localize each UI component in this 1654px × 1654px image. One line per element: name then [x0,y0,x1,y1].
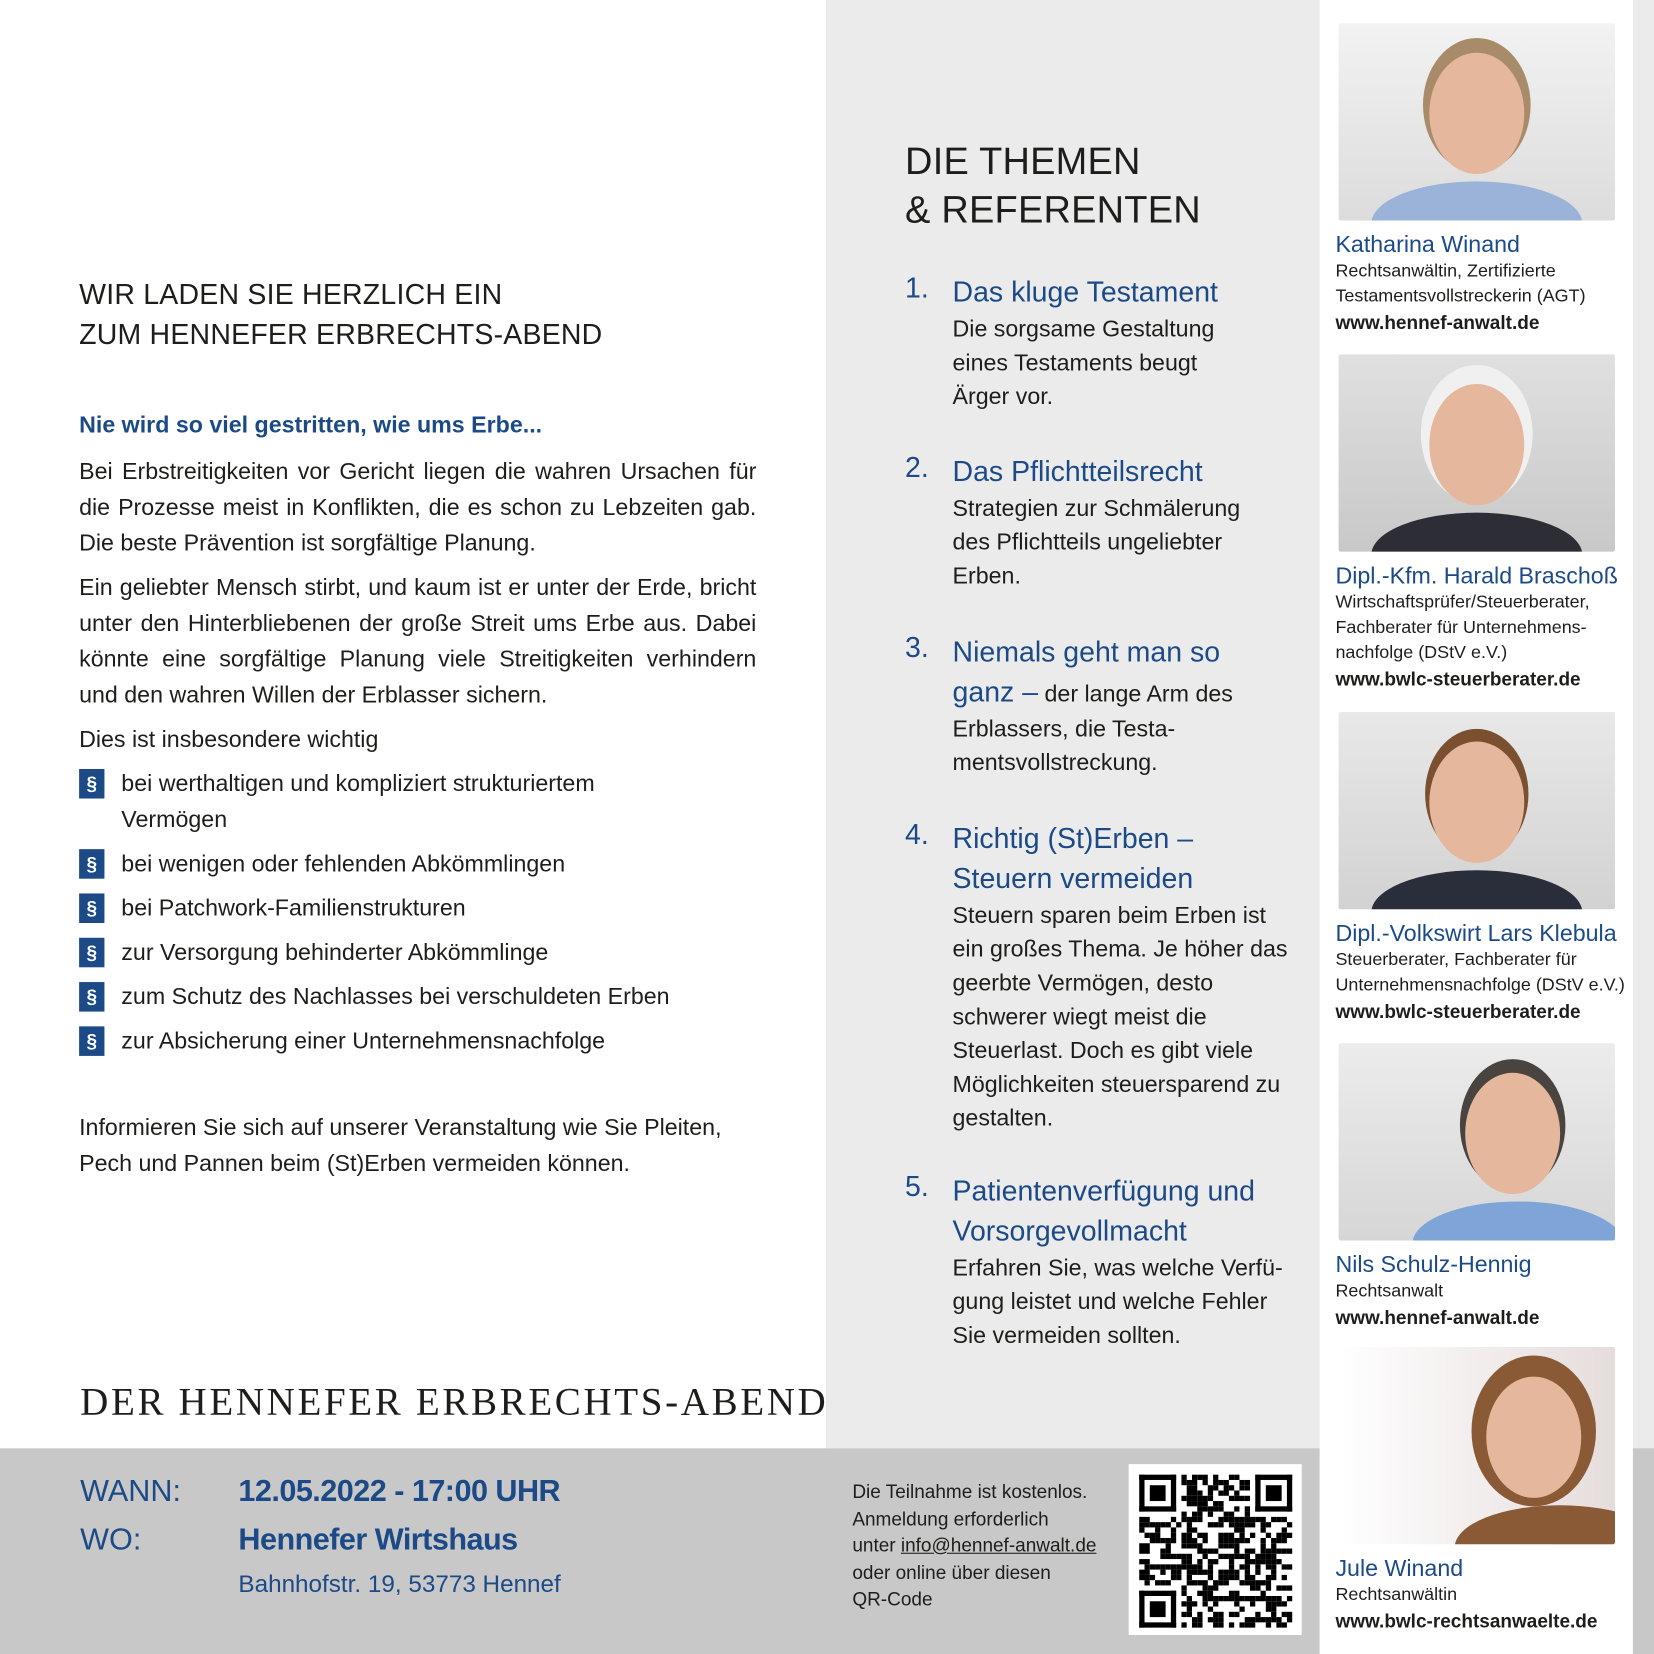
speaker-role: Rechtsanwältin [1335,1584,1458,1605]
closing-paragraph: Informieren Sie sich auf unserer Veranstaltung wie Sie Pleiten, Pech und Pannen beim (St)Erben vermeiden können. [79,1113,722,1177]
speaker-name: Dipl.-Volkswirt Lars Klebula [1335,919,1617,947]
speaker-photo [1339,712,1615,909]
topic-item [905,451,1306,592]
paragraph: Bei Erbstreitigkeiten vor Gericht liegen die wahren Ursachen für die Prozesse meist in Konflikten, die es schon zu Lebzeiten gab. Die beste Prävention ist sorgfältige Planung. [79,457,757,556]
speaker-role: Wirtschaftsprüfer/Steuerberater, [1335,591,1590,612]
speaker-role: nachfolge (DStV e.V.) [1335,642,1508,663]
paragraph-sign-icon: § [79,938,104,968]
speaker-role: Rechtsanwältin, Zertifizierte [1335,260,1556,281]
event-info-band [0,1448,1319,1654]
topic-number: 1. [905,272,929,304]
paragraph: Dies ist insbesondere wichtig [79,725,379,753]
invitation-heading [79,274,602,354]
paragraph: Ein geliebter Mensch stirbt, und kaum ist er unter der Erde, bricht unter den Hinterbliebenen der große Streit ums Erbe aus. Dabei könnte eine sorgfältige Planung viele Streitigkeiten verhindern und den wahren Willen der Erblasser sichern. [79,573,757,708]
speaker-website-link[interactable]: www.bwlc-rechtsanwaelte.de [1335,1610,1598,1632]
themes-title-line: DIE THEMEN [905,139,1141,183]
list-item [79,1023,756,1059]
paragraph-sign-icon: § [79,849,104,879]
topic-description: Strategien zur Schmälerung des Pflichtteils ungeliebter Erben. [952,494,1241,589]
registration-info [852,1479,1096,1613]
bullet-text: bei wenigen oder fehlenden Abkömmlingen [121,850,566,877]
invitation-line-2: ZUM HENNEFER ERBRECHTS-ABEND [79,318,603,351]
topic-description: Steuern sparen beim Erben ist ein großes Thema. Je höher das geerbte Vermögen, desto schwerer wiegt meist die Steuerlast. Doch es gibt viele Möglichkeiten steuersparend zu gestalten. [952,901,1288,1131]
bullet-text: zur Versorgung behinderter Abkömmlinge [121,938,549,966]
topic-description: der lange Arm des Erblassers, die Testa-mentsvollstreckung. [952,680,1233,776]
speaker-photo [1339,1347,1615,1544]
list-item [79,890,756,926]
speaker-website-link[interactable]: www.hennef-anwalt.de [1335,312,1540,334]
topic-description: Erfahren Sie, was welche Verfü-gung leistet und welche Fehler Sie vermeiden sollten. [952,1254,1283,1349]
speaker-card [1335,23,1620,336]
topic-title: Das kluge Testament [952,276,1218,309]
bullet-text: zur Absicherung einer Unternehmensnachfolge [121,1027,606,1054]
where-label: WO: [80,1523,142,1557]
topic-title: Das Pflichtteilsrecht [952,455,1203,488]
registration-line: Anmeldung erforderlich [852,1507,1049,1530]
speaker-photo [1339,1043,1615,1240]
registration-line: unter [852,1534,901,1556]
when-label: WANN: [80,1474,182,1509]
speaker-name: Dipl.-Kfm. Harald Braschoß [1335,562,1618,589]
speaker-name: Katharina Winand [1335,231,1520,258]
bullet-text: bei Patchwork-Familienstrukturen [121,894,466,921]
speaker-card [1335,712,1625,1025]
speaker-role: Testamentsvollstreckerin (AGT) [1335,285,1586,306]
list-item [79,979,756,1015]
topic-number: 5. [905,1170,929,1203]
topic-number: 2. [905,451,929,484]
speaker-name: Nils Schulz-Hennig [1335,1251,1532,1278]
bullet-text: bei werthaltigen und kompliziert strukturiertem Vermögen [121,770,595,833]
topic-item [905,272,1306,413]
qr-code-graphic [1129,1464,1302,1635]
event-date: 12.05.2022 - 17:00 UHR [238,1474,561,1509]
speaker-card [1335,354,1620,693]
bullet-text: zum Schutz des Nachlasses bei verschuldeten Erben [121,983,670,1010]
list-item [79,935,756,971]
speaker-role: Steuerberater, Fachberater für [1335,949,1577,970]
themes-heading [905,137,1201,234]
speaker-role: Fachberater für Unternehmens- [1335,617,1587,638]
topic-number: 4. [905,818,929,851]
topic-title: Richtig (St)Erben – Steuern vermeiden [952,822,1194,895]
speaker-photo [1339,354,1615,551]
registration-line: QR-Code [852,1588,933,1610]
paragraph-sign-icon: § [79,893,104,923]
speaker-website-link[interactable]: www.bwlc-steuerberater.de [1335,668,1581,690]
speaker-card [1335,1347,1620,1635]
bullet-list [79,766,756,1059]
speaker-photo [1339,23,1615,220]
qr-code[interactable] [1129,1464,1302,1635]
registration-line: oder online über diesen [852,1561,1051,1583]
subheading: Nie wird so viel gestritten, wie ums Erbe... [79,411,543,438]
paragraph-sign-icon: § [79,982,104,1012]
speaker-website-link[interactable]: www.hennef-anwalt.de [1335,1306,1540,1329]
speaker-name: Jule Winand [1335,1554,1464,1582]
event-title: DER HENNEFER ERBRECHTS-ABEND [80,1380,829,1425]
speaker-website-link[interactable]: www.bwlc-steuerberater.de [1335,1001,1581,1023]
topic-item [905,819,1306,1135]
speaker-role: Rechtsanwalt [1335,1280,1444,1301]
themes-title-line: & REFERENTEN [905,187,1201,232]
topic-title: Niemals geht man so ganz – [952,636,1221,708]
invitation-line-1: WIR LADEN SIE HERZLICH EIN [79,278,503,311]
topic-item [905,1171,1306,1352]
topic-number: 3. [905,631,929,664]
list-item [79,766,756,838]
topic-title: Patientenverfügung und Vorsorgevollmacht [952,1175,1255,1247]
list-item [79,846,756,882]
intro-text [79,454,756,1068]
topic-item [905,632,1306,780]
event-address: Bahnhofstr. 19, 53773 Hennef [238,1569,561,1598]
registration-line: Die Teilnahme ist kostenlos. [852,1481,1088,1503]
paragraph-sign-icon: § [79,769,104,799]
email-link[interactable]: info@hennef-anwalt.de [900,1534,1097,1556]
topic-description: Die sorgsame Gestaltung eines Testaments beugt Ärger vor. [952,315,1215,410]
event-venue: Hennefer Wirtshaus [238,1523,518,1557]
speaker-role: Unternehmensnachfolge (DStV e.V.) [1335,974,1625,995]
speaker-card [1335,1043,1620,1331]
paragraph-sign-icon: § [79,1026,104,1056]
